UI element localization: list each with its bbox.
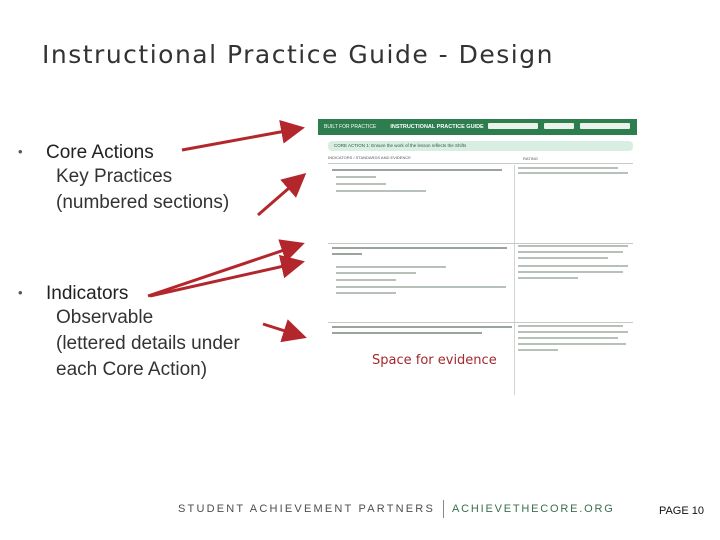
document-text-line xyxy=(518,251,623,253)
document-text-line xyxy=(332,247,507,249)
document-text-line xyxy=(518,331,628,333)
document-text-line xyxy=(332,169,502,171)
bullet-label: Core Actions xyxy=(46,142,154,163)
bullet-subtext: Observable xyxy=(56,307,154,328)
header-field xyxy=(488,123,538,129)
column-header-rating: RATING xyxy=(523,156,538,161)
bullet-icon: • xyxy=(18,144,23,159)
document-text-line xyxy=(336,286,506,288)
document-text-line xyxy=(518,265,628,267)
footer-branding xyxy=(178,500,615,518)
document-text-line xyxy=(518,277,578,279)
space-for-evidence-label: Space for evidence xyxy=(372,353,497,368)
header-field xyxy=(580,123,630,129)
document-text-line xyxy=(336,183,386,185)
bullet-subtext: (numbered sections) xyxy=(56,192,230,213)
indicator-column-header xyxy=(328,155,633,164)
document-text-line xyxy=(336,190,426,192)
document-text-line xyxy=(332,332,482,334)
document-text-line xyxy=(518,349,558,351)
column-header-indicators: INDICATORS / STANDARDS AND EVIDENCE xyxy=(328,155,411,160)
document-header-title: INSTRUCTIONAL PRACTICE GUIDE xyxy=(390,124,484,130)
document-text-line xyxy=(518,271,623,273)
document-text-line xyxy=(332,253,362,255)
column-divider xyxy=(514,165,515,395)
document-text-line xyxy=(518,325,623,327)
document-text-line xyxy=(332,326,512,328)
slide-title: Instructional Practice Guide - Design xyxy=(42,40,554,69)
bullet-label: Indicators xyxy=(46,283,129,304)
header-field xyxy=(544,123,574,129)
document-text-line xyxy=(518,167,618,169)
bullet-subtext: Key Practices xyxy=(56,166,173,187)
document-text-line xyxy=(518,343,626,345)
document-text-line xyxy=(336,292,396,294)
arrow-observable-to-section-c xyxy=(263,324,304,337)
section-divider xyxy=(328,243,633,244)
footer-divider xyxy=(443,500,444,518)
document-text-line xyxy=(518,172,628,174)
bullet-subtext: each Core Action) xyxy=(56,359,208,380)
footer-org: STUDENT ACHIEVEMENT PARTNERS xyxy=(178,503,435,515)
bullet-subtext: (lettered details under xyxy=(56,333,240,354)
document-text-line xyxy=(336,272,416,274)
core-action-band: CORE ACTION 1: Ensure the work of the lesson reflects the Shifts xyxy=(328,141,633,151)
bullet-icon: • xyxy=(18,285,23,300)
section-divider xyxy=(328,322,633,323)
document-header-left: BUILT FOR PRACTICE xyxy=(324,124,377,130)
page-number: PAGE 10 xyxy=(658,505,704,517)
document-text-line xyxy=(336,279,396,281)
document-text-line xyxy=(518,337,618,339)
document-text-line xyxy=(518,257,608,259)
document-text-line xyxy=(518,245,628,247)
document-text-line xyxy=(336,266,446,268)
document-header xyxy=(318,119,637,135)
arrow-key-practices-to-section xyxy=(258,175,304,215)
bullet-core-actions xyxy=(18,142,229,216)
guide-document-thumbnail xyxy=(318,119,637,405)
document-text-line xyxy=(336,176,376,178)
bullet-indicators xyxy=(18,283,240,383)
footer-site: ACHIEVETHECORE.ORG xyxy=(452,503,615,515)
